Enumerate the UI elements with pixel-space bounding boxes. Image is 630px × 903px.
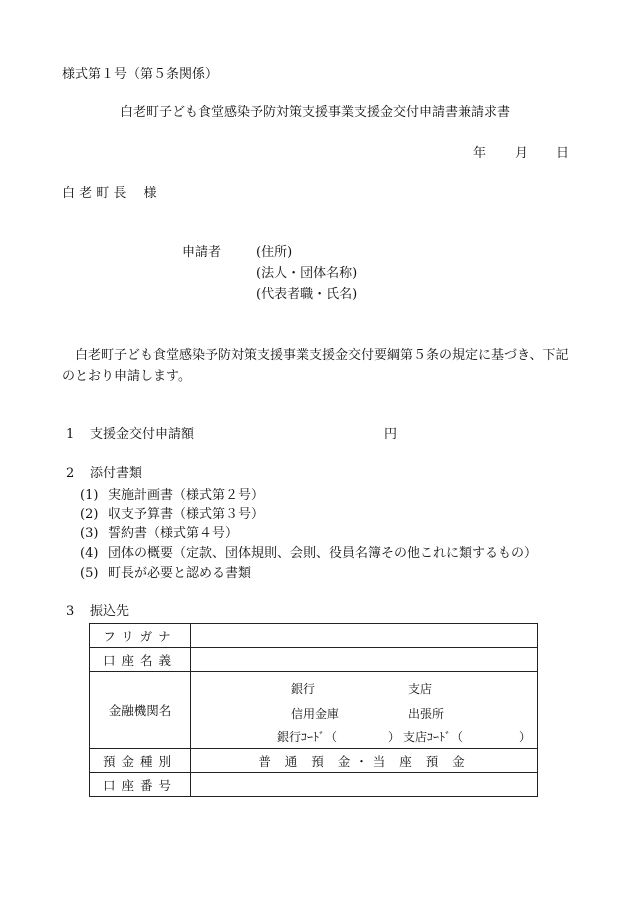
date-year: 年 — [473, 146, 487, 161]
attachment-num: (1) — [80, 488, 99, 503]
section1-number: 1 — [66, 427, 75, 442]
attachment-text: 町長が必要と認める書類 — [108, 566, 252, 581]
office-label: 出張所 — [408, 707, 445, 721]
table-row — [90, 672, 538, 749]
section1-unit: 円 — [384, 427, 398, 442]
account-name-field[interactable] — [191, 648, 538, 672]
section3-number: 3 — [66, 604, 75, 619]
credit-union-label: 信用金庫 — [291, 707, 340, 721]
attachment-num: (4) — [80, 546, 99, 561]
furigana-field[interactable] — [191, 624, 538, 648]
attachment-num: (2) — [80, 507, 99, 522]
document-title: 白老町子ども食堂感染予防対策支援事業支援金交付申請書兼請求書 — [119, 105, 510, 120]
institution-field[interactable] — [191, 672, 538, 749]
table-row — [90, 749, 538, 773]
applicant-label: 申請者 — [182, 245, 222, 260]
addressee: 白 老 町 長 様 — [62, 186, 157, 201]
bank-transfer-table — [89, 623, 538, 797]
date-month: 月 — [515, 146, 529, 161]
bank-label: 銀行 — [291, 682, 316, 696]
applicant-org-name: (法人・団体名称) — [256, 266, 358, 281]
date-day: 日 — [556, 146, 570, 161]
applicant-representative: (代表者職・氏名) — [256, 287, 358, 302]
account-number-label: 口座番号 — [90, 773, 191, 797]
bank-code-close: ） — [388, 730, 401, 744]
deposit-type-label: 預金種別 — [90, 749, 191, 773]
attachment-text: 収支予算書（様式第３号） — [108, 507, 265, 522]
attachment-text: 実施計画書（様式第２号） — [108, 488, 265, 503]
table-row — [90, 624, 538, 648]
attachment-num: (3) — [80, 526, 99, 541]
section2-number: 2 — [66, 466, 75, 481]
branch-label: 支店 — [408, 682, 433, 696]
body-text: 白老町子ども食堂感染予防対策支援事業支援金交付要綱第５条の規定に基づき、下記のとおり申請します。 — [62, 348, 569, 384]
attachment-text: 団体の概要（定款、団体規則、会則、役員名簿その他これに類するもの） — [108, 546, 538, 561]
applicant-address: (住所) — [256, 245, 293, 260]
attachment-num: (5) — [80, 566, 99, 581]
section2-label: 添付書類 — [90, 466, 143, 481]
account-number-field[interactable] — [191, 773, 538, 797]
table-row — [90, 773, 538, 797]
institution-label: 金融機関名 — [90, 672, 191, 749]
account-name-label: 口座名義 — [90, 648, 191, 672]
section1-label: 支援金交付申請額 — [90, 427, 195, 442]
form-number: 様式第１号（第５条関係） — [62, 67, 219, 82]
branch-code-label: 支店ｺｰﾄﾞ（ — [403, 730, 464, 744]
furigana-label: フリガナ — [90, 624, 191, 648]
table-row — [90, 648, 538, 672]
deposit-type-options[interactable]: 普 通 預 金・当 座 預 金 — [191, 749, 538, 773]
bank-code-label: 銀行ｺｰﾄﾞ（ — [277, 730, 338, 744]
branch-code-close: ） — [519, 730, 532, 744]
attachment-text: 誓約書（様式第４号） — [108, 526, 239, 541]
section3-label: 振込先 — [90, 604, 130, 619]
